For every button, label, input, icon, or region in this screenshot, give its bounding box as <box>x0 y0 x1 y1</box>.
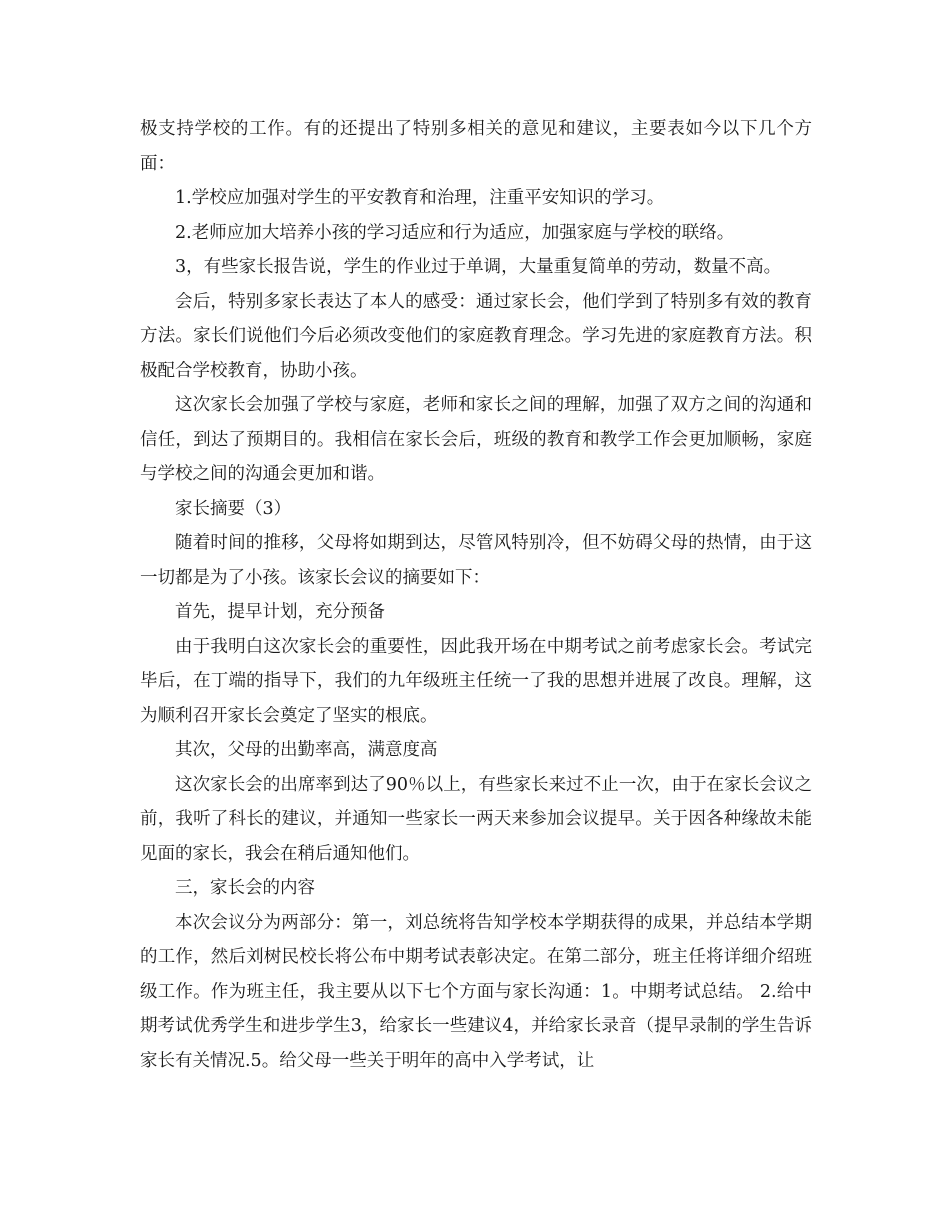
paragraph: 这次家长会的出席率到达了90％以上，有些家长来过不止一次，由于在家长会议之前，我听了科长的建议，并通知一些家长一两天来参加会议提早。关于因各种缘故未能见面的家长，我会在稍后通知他们。 <box>140 774 812 864</box>
list-item: 2.老师应加大培养小孩的学习适应和行为适应，加强家庭与学校的联络。 <box>175 222 735 243</box>
paragraph: 极支持学校的工作。有的还提出了特别多相关的意见和建议，主要表如今以下几个方面： <box>140 119 812 174</box>
document-body <box>140 112 812 1078</box>
paragraph: 这次家长会加强了学校与家庭，老师和家长之间的理解，加强了双方之间的沟通和信任，到达了预期目的。我相信在家长会后，班级的教育和教学工作会更加顺畅，家庭与学校之间的沟通会更加和谐。 <box>140 395 812 484</box>
list-item: 3，有些家长报告说，学生的作业过于单调，大量重复简单的劳动，数量不高。 <box>175 257 782 277</box>
paragraph: 由于我明白这次家长会的重要性，因此我开场在中期考试之前考虑家长会。考试完毕后，在丁端的指导下，我们的九年级班主任统一了我的思想并进展了改良。理解，这为顺利召开家长会奠定了坚实的根底。 <box>140 636 812 726</box>
list-item: 1.学校应加强对学生的平安教育和治理，注重平安知识的学习。 <box>175 188 665 208</box>
section-heading: 首先，提早计划，充分预备 <box>175 602 385 622</box>
section-heading: 三，家长会的内容 <box>175 878 315 898</box>
paragraph: 会后，特别多家长表达了本人的感受：通过家长会，他们学到了特别多有效的教育方法。家长们说他们今后必须改变他们的家庭教育理念。学习先进的家庭教育方法。积极配合学校教育，协助小孩。 <box>140 291 812 381</box>
section-heading: 家长摘要（3） <box>175 498 292 519</box>
paragraph: 随着时间的推移，父母将如期到达，尽管风特别冷，但不妨碍父母的热情，由于这一切都是为了小孩。该家长会议的摘要如下： <box>140 533 812 588</box>
paragraph: 本次会议分为两部分：第一，刘总统将告知学校本学期获得的成果，并总结本学期的工作，然后刘树民校长将公布中期考试表彰决定。在第二部分，班主任将详细介绍班级工作。作为班主任，我主要从以下七个方面与家长沟通：1。中期考试总结。 2.给中期考试优秀学生和进步学生3，给家长一些建议4，并给家长录音（提早录制的学生告诉家长有关情况.5。给父母一些关于明年的高中入学考试，让 <box>140 912 812 1071</box>
section-heading: 其次，父母的出勤率高，满意度高 <box>175 740 438 760</box>
